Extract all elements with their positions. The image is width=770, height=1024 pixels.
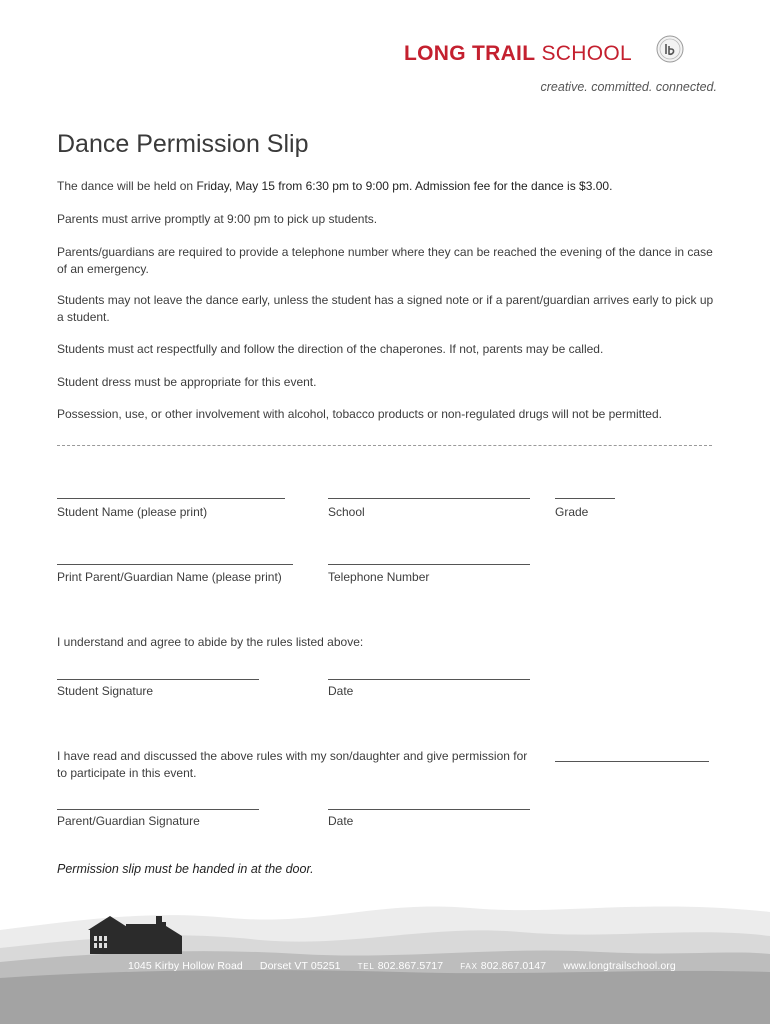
parent-signature-label: Parent/Guardian Signature bbox=[57, 814, 200, 828]
footer-contact bbox=[128, 960, 676, 972]
paragraph-conduct: Students must act respectfully and follow the direction of the chaperones. If not, parents may be called. bbox=[57, 342, 604, 356]
school-label: School bbox=[328, 505, 365, 519]
agree-text: I understand and agree to abide by the rules listed above: bbox=[57, 635, 364, 649]
student-name-field[interactable] bbox=[57, 498, 285, 499]
date-label-2: Date bbox=[328, 814, 354, 828]
paragraph-substances: Possession, use, or other involvement with alcohol, tobacco products or non-regulated drugs will not be permitted. bbox=[57, 407, 662, 421]
parent-name-field[interactable] bbox=[57, 564, 293, 565]
paragraph-date: The dance will be held on Friday, May 15 from 6:30 pm to 9:00 pm. Admission fee for the dance is $3.00. bbox=[57, 179, 613, 193]
student-signature-field[interactable] bbox=[57, 679, 259, 680]
ib-seal-icon bbox=[655, 34, 685, 64]
footer-fax: 802.867.0147 bbox=[480, 960, 547, 972]
date-field-1[interactable] bbox=[328, 679, 530, 680]
footer-tel-label: TEL bbox=[357, 962, 375, 971]
paragraph-leaving: Students may not leave the dance early, unless the student has a signed note or if a parent/guardian arrives early to pick up a student. bbox=[57, 293, 714, 324]
grade-label: Grade bbox=[555, 505, 589, 519]
footer-address: 1045 Kirby Hollow Road bbox=[128, 960, 243, 972]
schoolhouse-icon bbox=[86, 912, 186, 954]
handin-notice: Permission slip must be handed in at the door. bbox=[57, 862, 314, 876]
student-name-label: Student Name (please print) bbox=[57, 505, 208, 519]
footer-city: Dorset VT 05251 bbox=[259, 960, 341, 972]
logo-bold-text: LONG TRAIL bbox=[404, 42, 536, 65]
tagline: creative. committed. connected. bbox=[540, 80, 717, 94]
student-signature-label: Student Signature bbox=[57, 684, 154, 698]
telephone-field[interactable] bbox=[328, 564, 530, 565]
parent-signature-field[interactable] bbox=[57, 809, 259, 810]
page-title: Dance Permission Slip bbox=[57, 130, 309, 158]
permission-text-continued: to participate in this event. bbox=[57, 766, 197, 780]
permission-text: I have read and discussed the above rules with my son/daughter and give permission for bbox=[57, 749, 528, 763]
date-field-2[interactable] bbox=[328, 809, 530, 810]
footer-tel: 802.867.5717 bbox=[377, 960, 444, 972]
logo-light-text: SCHOOL bbox=[541, 42, 632, 65]
school-logo bbox=[404, 42, 632, 66]
paragraph-dress: Student dress must be appropriate for this event. bbox=[57, 375, 317, 389]
grade-field[interactable] bbox=[555, 498, 615, 499]
telephone-label: Telephone Number bbox=[328, 570, 430, 584]
paragraph-telephone: Parents/guardians are required to provide a telephone number where they can be reached the evening of the dance in case of an emergency. bbox=[57, 245, 713, 276]
child-name-field[interactable] bbox=[555, 761, 709, 762]
cut-line bbox=[57, 445, 712, 446]
footer-mountains-graphic bbox=[0, 890, 770, 1024]
paragraph-pickup: Parents must arrive promptly at 9:00 pm to pick up students. bbox=[57, 212, 378, 226]
parent-name-label: Print Parent/Guardian Name (please print) bbox=[57, 570, 282, 584]
school-field[interactable] bbox=[328, 498, 530, 499]
date-label-1: Date bbox=[328, 684, 354, 698]
footer-fax-label: FAX bbox=[460, 962, 478, 971]
footer-website[interactable]: www.longtrailschool.org bbox=[563, 960, 676, 972]
